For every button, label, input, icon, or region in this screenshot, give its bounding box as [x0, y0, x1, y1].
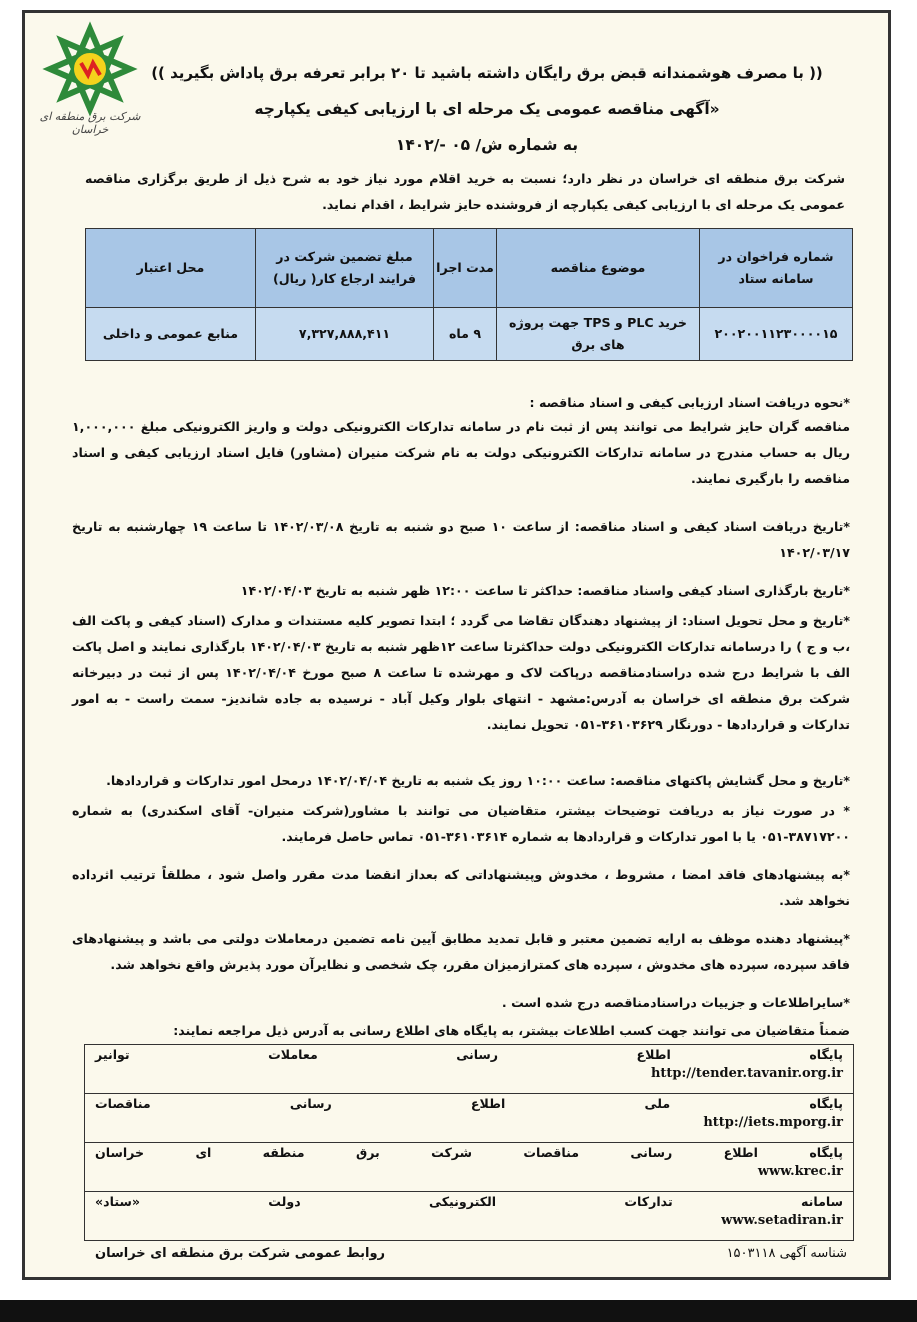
- section-websites-intro: ضمناً متقاضیان می توانند جهت کسب اطلاعات بیشتر، به پایگاه های اطلاع رسانی به آدرس ذیل مراجعه نمایند:: [173, 1023, 850, 1038]
- cell-call-number: ۲۰۰۲۰۰۱۱۲۳۰۰۰۰۱۵: [700, 308, 853, 361]
- website-name: پایگاه اطلاع رسانی مناقصات شرکت برق منطقه ای خراسان: [95, 1145, 843, 1160]
- cell-duration: ۹ ماه: [434, 308, 497, 361]
- slogan: (( با مصرف هوشمندانه قبض برق رایگان داشته باشید تا ۲۰ برابر تعرفه برق پاداش بگیرید )): [151, 64, 823, 82]
- notice-title: «آگهی مناقصه عمومی یک مرحله ای با ارزیابی کیفی یکپارچه: [254, 100, 720, 118]
- cell-subject: خرید PLC و TPS جهت پروژه های برق: [497, 308, 700, 361]
- table-row: [86, 308, 853, 361]
- tender-table: [85, 228, 853, 361]
- website-name: پایگاه ملی اطلاع رسانی مناقصات: [95, 1096, 843, 1111]
- section-guarantee: *پیشنهاد دهنده موظف به ارایه تضمین معتبر و قابل تمدید مطابق آیین نامه تضمین درمعاملات دولتی می باشد و پیشنهادهای فاقد سپرده، سپرده های مخدوش ، سپرده های کمترازمیزان مقرر، چک شخصی و نظایرآن مورد پذیرش واقع نخواهد شد.: [72, 931, 850, 972]
- col-duration: مدت اجرا: [434, 229, 497, 308]
- websites-table: [84, 1044, 854, 1241]
- intro-paragraph: شرکت برق منطقه ای خراسان در نظر دارد؛ نسبت به خرید اقلام مورد نیاز خود به شرح ذیل از طریق برگزاری مناقصه عمومی یک مرحله ای با ارزیابی کیفی یکپارچه از فروشنده حایز شرایط ، اقدام نماید.: [85, 171, 845, 212]
- table-header-row: [86, 229, 853, 308]
- logo-caption: شرکت برق منطقه ای خراسان: [39, 110, 141, 136]
- section-delivery: *تاریخ و محل تحویل اسناد: از پیشنهاد دهندگان تقاضا می گردد ؛ ابتدا تصویر کلیه مستندات و مدارک (اسناد کیفی و پاکت الف ،ب و ج ) را درسامانه تدارکات الکترونیکی دولت حداکثرتا ساعت ۱۲ظهر شنبه به تاریخ ۱۴۰۲/۰۴/۰۳ بارگذاری نمایند و اصل پاکت الف با شرایط درج شده دراسنادمناقصه درپاکت لاک و مهرشده تا ساعت ۸ صبح مورخ ۱۴۰۲/۰۴/۰۴ پس از ثبت در دبیرخانه شرکت برق منطقه ای خراسان به آدرس:مشهد - انتهای بلوار وکیل آباد - نرسیده به جاده شاندیز- سمت راست - به امور تدارکات و قراردادها - دورنگار ۳۶۱۰۳۶۲۹-۰۵۱ تحویل نمایند.: [72, 613, 850, 732]
- section-receive-dates: *تاریخ دریافت اسناد کیفی و اسناد مناقصه: از ساعت ۱۰ صبح دو شنبه به تاریخ ۱۴۰۲/۰۳/۰۸ تا ساعت ۱۹ چهارشنبه به تاریخ ۱۴۰۲/۰۳/۱۷: [72, 519, 850, 560]
- section-invalid-bids: *به پیشنهادهای فاقد امضا ، مشروط ، مخدوش وپیشنهاداتی که بعداز انقضا مدت مقرر واصل شود ، مطلقاً ترتیب اثرداده نخواهد شد.: [72, 867, 850, 908]
- table-row: [85, 1094, 854, 1143]
- section-opening: *تاریخ و محل گشایش پاکتهای مناقصه: ساعت ۱۰:۰۰ روز یک شنبه به تاریخ ۱۴۰۲/۰۴/۰۴ درمحل امور تدارکات و قراردادها.: [106, 773, 850, 788]
- website-link[interactable]: www.krec.ir: [757, 1164, 843, 1179]
- website-link[interactable]: www.setadiran.ir: [721, 1213, 843, 1228]
- section-more-info: *سایراطلاعات و جزییات دراسنادمناقصه درج شده است .: [501, 995, 850, 1010]
- section-docs: مناقصه گران حایز شرایط می توانند پس از ثبت نام در سامانه تدارکات الکترونیکی دولت و واریز الکترونیکی مبلغ ۱,۰۰۰,۰۰۰ ریال به حساب مندرج در سامانه تدارکات الکترونیکی دولت به نام شرکت منیران (مشاور) فایل اسناد ارزیابی کیفی و اسناد مناقصه را بارگیری نمایند.: [72, 419, 850, 486]
- table-row: [85, 1143, 854, 1192]
- cell-funding: منابع عمومی و داخلی: [86, 308, 256, 361]
- website-link[interactable]: http://iets.mporg.ir: [703, 1115, 843, 1130]
- col-funding: محل اعتبار: [86, 229, 256, 308]
- bottom-rule: [0, 1300, 917, 1322]
- col-subject: موضوع مناقصه: [497, 229, 700, 308]
- notice-number: به شماره ش/ ۰۵ -/۱۴۰۲: [395, 136, 579, 154]
- website-name: پایگاه اطلاع رسانی معاملات توانیر: [95, 1047, 843, 1062]
- col-guarantee: مبلغ تضمین شرکت در فرایند ارجاع کار( ریال): [256, 229, 434, 308]
- table-row: [85, 1192, 854, 1241]
- website-name: سامانه تدارکات الکترونیکی دولت «ستاد»: [95, 1194, 843, 1209]
- table-row: [85, 1045, 854, 1094]
- col-call-number: شماره فراخوان در سامانه ستاد: [700, 229, 853, 308]
- section-upload-deadline: *تاریخ بارگذاری اسناد کیفی واسناد مناقصه: حداکثر تا ساعت ۱۲:۰۰ ظهر شنبه به تاریخ ۱۴۰۲/۰۴/۰۳: [240, 583, 850, 598]
- website-link[interactable]: http://tender.tavanir.org.ir: [650, 1066, 843, 1081]
- signature: روابط عمومی شرکت برق منطقه ای خراسان: [95, 1246, 386, 1261]
- section-contact: * در صورت نیاز به دریافت توضیحات بیشتر، متقاضیان می توانند با مشاور(شرکت منیران- آقای اسکندری) به شماره ۳۸۷۱۷۲۰۰-۰۵۱ یا با امور تدارکات و قراردادها به شماره ۳۶۱۰۳۶۱۴-۰۵۱ تماس حاصل فرمایند.: [72, 803, 850, 844]
- section-heading: *نحوه دریافت اسناد ارزیابی کیفی و اسناد مناقصه :: [529, 395, 850, 410]
- notice-id: شناسه آگهی ۱۵۰۳۱۱۸: [726, 1246, 847, 1261]
- cell-guarantee: ۷,۳۲۷,۸۸۸,۴۱۱: [256, 308, 434, 361]
